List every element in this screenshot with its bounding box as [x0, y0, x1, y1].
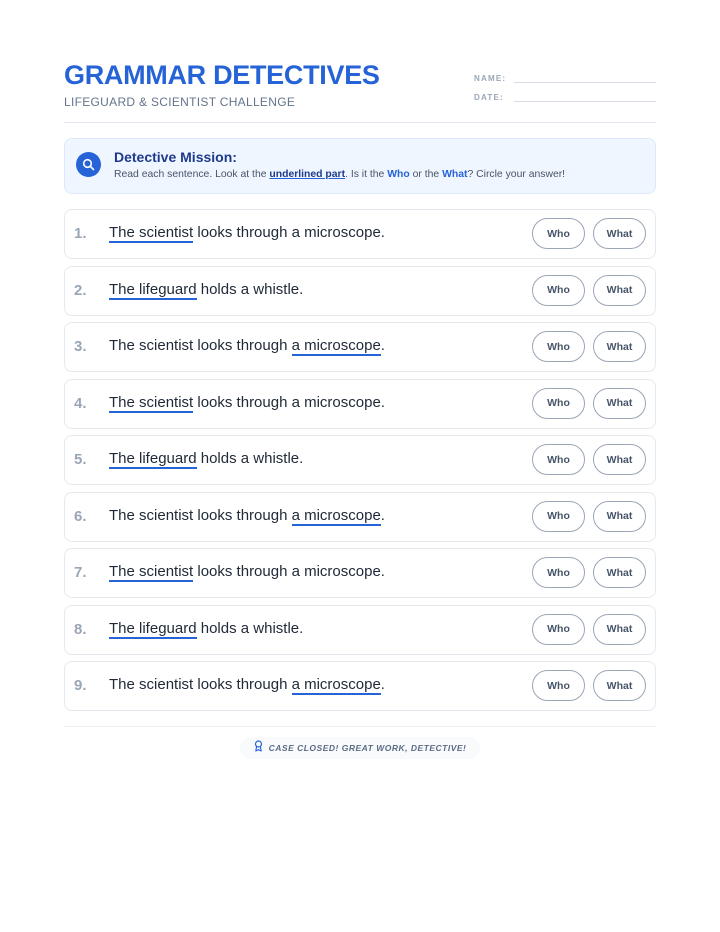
question-number: 9.	[74, 677, 87, 694]
question-row	[64, 379, 656, 429]
header-divider	[64, 122, 656, 123]
underlined-part: The scientist	[109, 563, 194, 580]
mission-text-part: ? Circle your answer!	[467, 169, 566, 180]
question-row	[64, 548, 656, 598]
question-row	[64, 435, 656, 485]
mission-underlined-keyword: underlined part	[269, 169, 346, 180]
question-sentence	[109, 563, 385, 580]
underlined-part: The lifeguard	[109, 450, 197, 467]
date-label: DATE:	[474, 93, 504, 102]
sentence-after: looks through a microscope.	[193, 393, 385, 411]
what-choice-button[interactable]: What	[593, 275, 646, 306]
what-choice-button[interactable]: What	[593, 501, 646, 532]
date-line[interactable]	[514, 89, 656, 102]
name-line[interactable]	[514, 70, 656, 83]
sentence-before: The scientist looks through	[109, 337, 292, 354]
sentence-before: The scientist looks through	[109, 676, 292, 693]
question-number: 6.	[74, 507, 87, 525]
sentence-after: holds a whistle.	[196, 280, 304, 298]
mission-text-part: or the	[409, 169, 443, 180]
answer-choices	[532, 501, 646, 532]
magnifier-icon	[76, 152, 101, 177]
mission-text-part: . Is it the	[345, 169, 388, 180]
sentence-after: .	[380, 506, 385, 524]
question-sentence	[109, 337, 385, 354]
footer-divider	[64, 726, 656, 727]
question-row	[64, 322, 656, 372]
who-choice-button[interactable]: Who	[532, 670, 585, 701]
underlined-part: The scientist	[109, 224, 194, 241]
name-label: NAME:	[474, 74, 507, 83]
what-choice-button[interactable]: What	[593, 614, 646, 645]
what-choice-button[interactable]: What	[593, 670, 646, 701]
sentence-before: The scientist looks through	[109, 506, 292, 524]
what-choice-button[interactable]: What	[593, 331, 646, 362]
underlined-part: The lifeguard	[109, 280, 197, 298]
mission-what-keyword: What	[442, 169, 468, 180]
question-sentence	[109, 394, 385, 411]
question-number: 5.	[74, 451, 87, 468]
who-choice-button[interactable]: Who	[532, 501, 585, 532]
sentence-after: looks through a microscope.	[193, 563, 385, 580]
who-choice-button[interactable]: Who	[532, 331, 585, 362]
sentence-after: holds a whistle.	[196, 619, 304, 637]
underlined-part: a microscope	[291, 506, 381, 524]
question-sentence	[109, 281, 303, 298]
footer-text: CASE CLOSED! GREAT WORK, DETECTIVE!	[268, 743, 467, 753]
question-number: 7.	[74, 564, 87, 581]
who-choice-button[interactable]: Who	[532, 218, 585, 249]
question-row	[64, 209, 656, 259]
mission-instructions	[114, 169, 565, 180]
answer-choices	[532, 388, 646, 419]
who-choice-button[interactable]: Who	[532, 557, 585, 588]
award-ribbon-icon	[254, 739, 263, 757]
answer-choices	[532, 444, 646, 475]
date-field[interactable]	[474, 83, 656, 102]
mission-box	[64, 138, 656, 194]
who-choice-button[interactable]: Who	[532, 614, 585, 645]
question-number: 4.	[74, 394, 87, 412]
question-row	[64, 605, 656, 655]
what-choice-button[interactable]: What	[593, 218, 646, 249]
who-choice-button[interactable]: Who	[532, 444, 585, 475]
mission-title: Detective Mission:	[114, 149, 237, 165]
answer-choices	[532, 275, 646, 306]
name-field[interactable]	[474, 64, 656, 83]
question-number: 3.	[74, 338, 87, 355]
student-fields	[474, 64, 656, 102]
question-sentence	[109, 224, 385, 241]
question-sentence	[109, 507, 385, 524]
sentence-after: .	[380, 676, 385, 693]
question-number: 8.	[74, 620, 87, 638]
who-choice-button[interactable]: Who	[532, 388, 585, 419]
page-title: GRAMMAR DETECTIVES	[64, 60, 380, 90]
question-row	[64, 492, 656, 542]
question-row	[64, 661, 656, 711]
who-choice-button[interactable]: Who	[532, 275, 585, 306]
answer-choices	[532, 218, 646, 249]
mission-text-part: Read each sentence. Look at the	[114, 169, 270, 180]
question-sentence	[109, 676, 385, 693]
sentence-after: .	[380, 337, 385, 354]
question-row	[64, 266, 656, 316]
answer-choices	[532, 557, 646, 588]
underlined-part: The scientist	[109, 393, 194, 411]
question-number: 2.	[74, 281, 87, 299]
footer-badge	[240, 737, 480, 759]
what-choice-button[interactable]: What	[593, 388, 646, 419]
answer-choices	[532, 614, 646, 645]
page-subtitle: LIFEGUARD & SCIENTIST CHALLENGE	[64, 95, 296, 109]
what-choice-button[interactable]: What	[593, 444, 646, 475]
answer-choices	[532, 331, 646, 362]
sentence-after: holds a whistle.	[196, 450, 304, 467]
question-list	[64, 209, 656, 718]
underlined-part: a microscope	[291, 337, 381, 354]
what-choice-button[interactable]: What	[593, 557, 646, 588]
question-sentence	[109, 450, 303, 467]
sentence-after: looks through a microscope.	[193, 224, 385, 241]
mission-who-keyword: Who	[387, 169, 410, 180]
question-number: 1.	[74, 225, 87, 242]
question-sentence	[109, 620, 303, 637]
underlined-part: The lifeguard	[109, 619, 197, 637]
worksheet-header	[64, 58, 656, 118]
underlined-part: a microscope	[291, 676, 381, 693]
answer-choices	[532, 670, 646, 701]
